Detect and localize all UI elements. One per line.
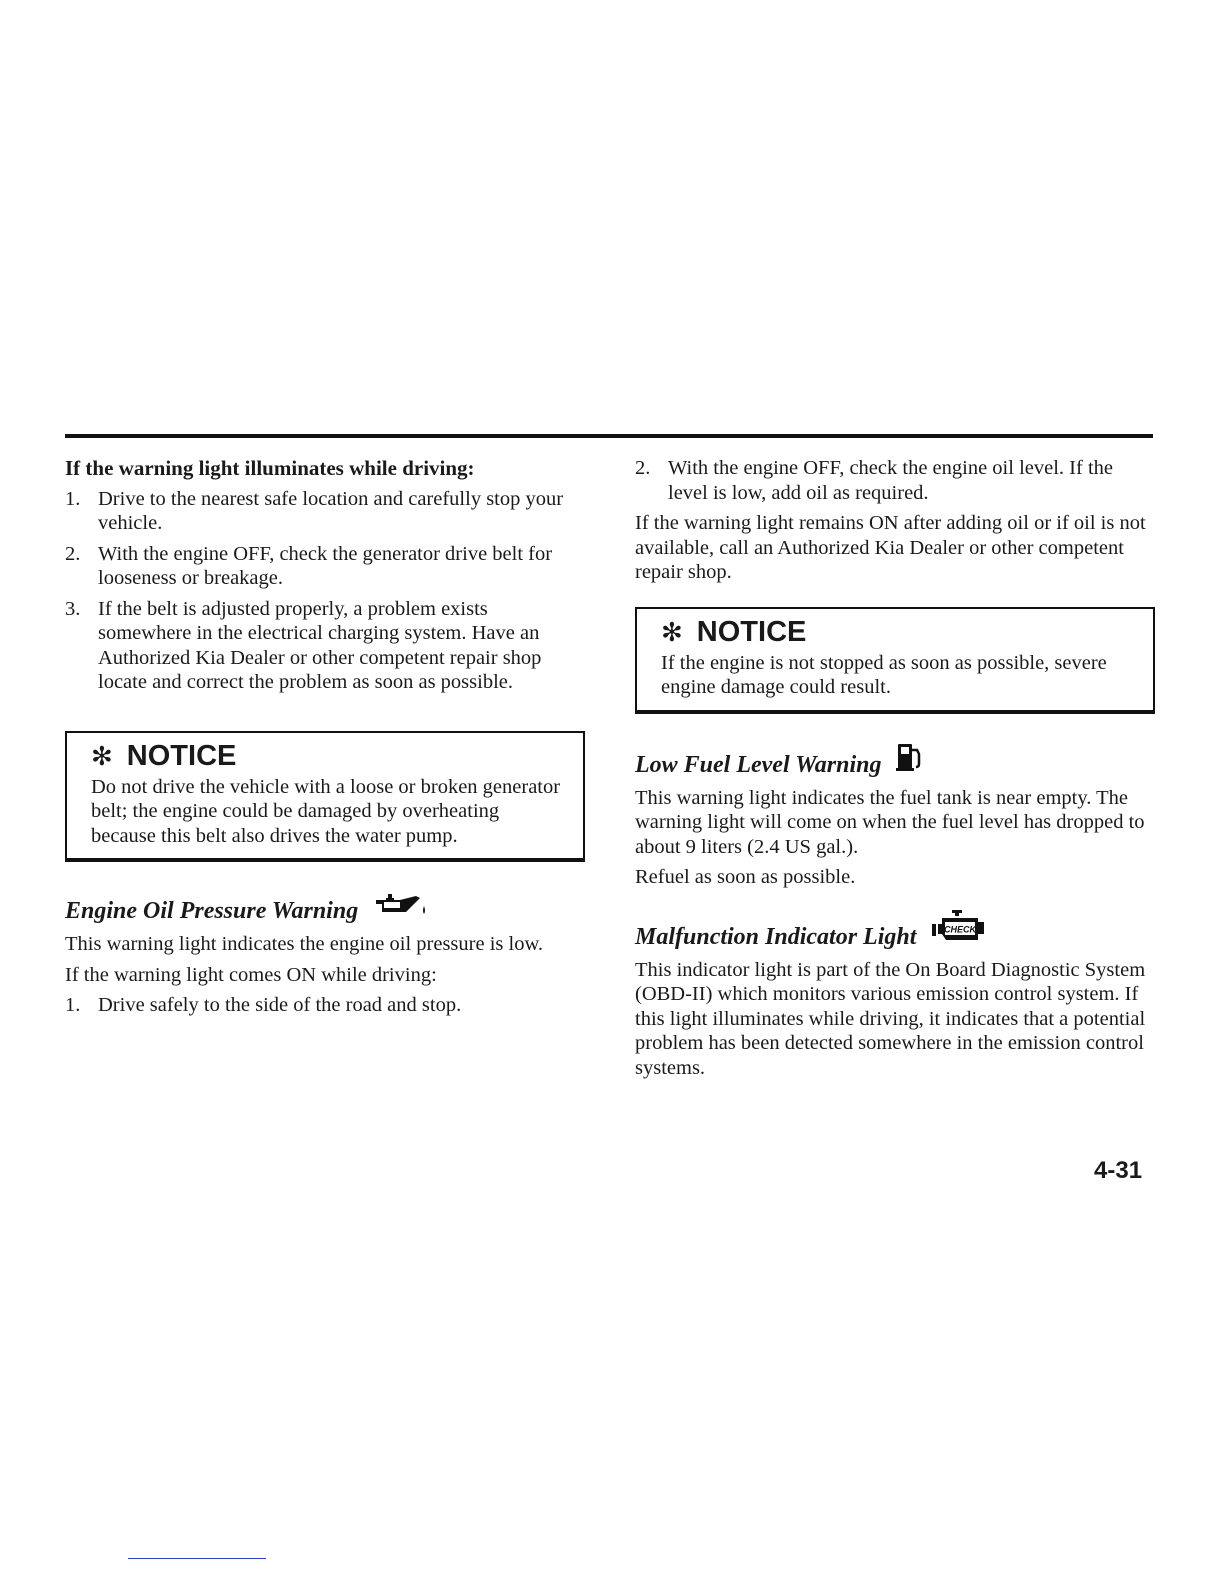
notice-box-belt xyxy=(65,731,585,863)
step-text: Drive safely to the side of the road and stop. xyxy=(98,994,462,1016)
step-number: 1. xyxy=(65,994,81,1016)
fuel-pump-icon xyxy=(895,740,923,780)
step-text: With the engine OFF, check the engine oil level. If the level is low, add oil as required. xyxy=(668,457,1113,504)
oil-pressure-para: If the warning light comes ON while driving: xyxy=(65,963,437,986)
asterisk-icon: ✻ xyxy=(661,616,683,647)
step-number: 2. xyxy=(65,542,81,565)
check-engine-icon-text: CHECK xyxy=(944,924,977,934)
mil-section-title xyxy=(635,908,1155,952)
oil-can-icon xyxy=(372,892,432,926)
oil-pressure-section-title xyxy=(65,892,585,926)
list-item xyxy=(635,456,1155,505)
step-text: Drive to the nearest safe location and carefully stop your vehicle. xyxy=(98,487,564,534)
low-fuel-section-title xyxy=(635,740,1155,780)
low-fuel-para: This warning light indicates the fuel tank is near empty. The warning light will come on when the fuel level has dropped to about 9 liters (2.4 US gal.). xyxy=(635,786,1145,858)
notice-title xyxy=(661,615,1133,649)
step-number: 2. xyxy=(635,457,651,479)
list-item xyxy=(65,597,585,695)
left-steps-list xyxy=(65,487,585,695)
driving-warning-heading: If the warning light illuminates while driving: xyxy=(65,456,475,480)
step-number: 1. xyxy=(65,487,81,510)
step-text: If the belt is adjusted properly, a problem exists somewhere in the electrical charging system. Have an Authorized Kia Dealer or other competent repair shop locate and correct the problem as soon as possible. xyxy=(98,597,542,693)
right-column xyxy=(635,456,1155,1086)
left-column xyxy=(65,456,585,1024)
top-rule xyxy=(65,434,1153,438)
notice-text: Do not drive the vehicle with a loose or broken generator belt; the engine could be damaged by overheating because this belt also drives the water pump. xyxy=(91,775,561,847)
notice-label: NOTICE xyxy=(696,615,807,648)
list-item xyxy=(65,487,585,536)
right-steps-list xyxy=(635,456,1155,505)
notice-title xyxy=(91,739,563,773)
check-engine-icon xyxy=(930,908,992,952)
step-text: With the engine OFF, check the generator drive belt for looseness or breakage. xyxy=(98,542,553,589)
oil-steps-list xyxy=(65,993,585,1018)
list-item xyxy=(65,993,585,1018)
notice-box-engine xyxy=(635,607,1155,714)
bottom-underline xyxy=(128,1558,266,1559)
notice-text: If the engine is not stopped as soon as possible, severe engine damage could result. xyxy=(661,651,1107,698)
section-title-text: Malfunction Indicator Light xyxy=(635,923,917,950)
oil-pressure-para: This warning light indicates the engine oil pressure is low. xyxy=(65,933,544,955)
asterisk-icon: ✻ xyxy=(91,740,113,771)
section-title-text: Engine Oil Pressure Warning xyxy=(65,898,359,924)
step-number: 3. xyxy=(65,597,81,620)
list-item xyxy=(65,542,585,591)
low-fuel-para: Refuel as soon as possible. xyxy=(635,866,856,888)
oil-level-para: If the warning light remains ON after adding oil or if oil is not available, call an Authorized Kia Dealer or other competent repair shop. xyxy=(635,512,1146,583)
section-title-text: Low Fuel Level Warning xyxy=(635,751,882,778)
page-number: 4-31 xyxy=(1094,1157,1143,1184)
mil-para: This indicator light is part of the On Board Diagnostic System (OBD-II) which monitors various emission control system. If this light illuminates while driving, it indicates that a potential problem has been detected somewhere in the emission control systems. xyxy=(635,958,1146,1079)
notice-label: NOTICE xyxy=(126,739,237,772)
